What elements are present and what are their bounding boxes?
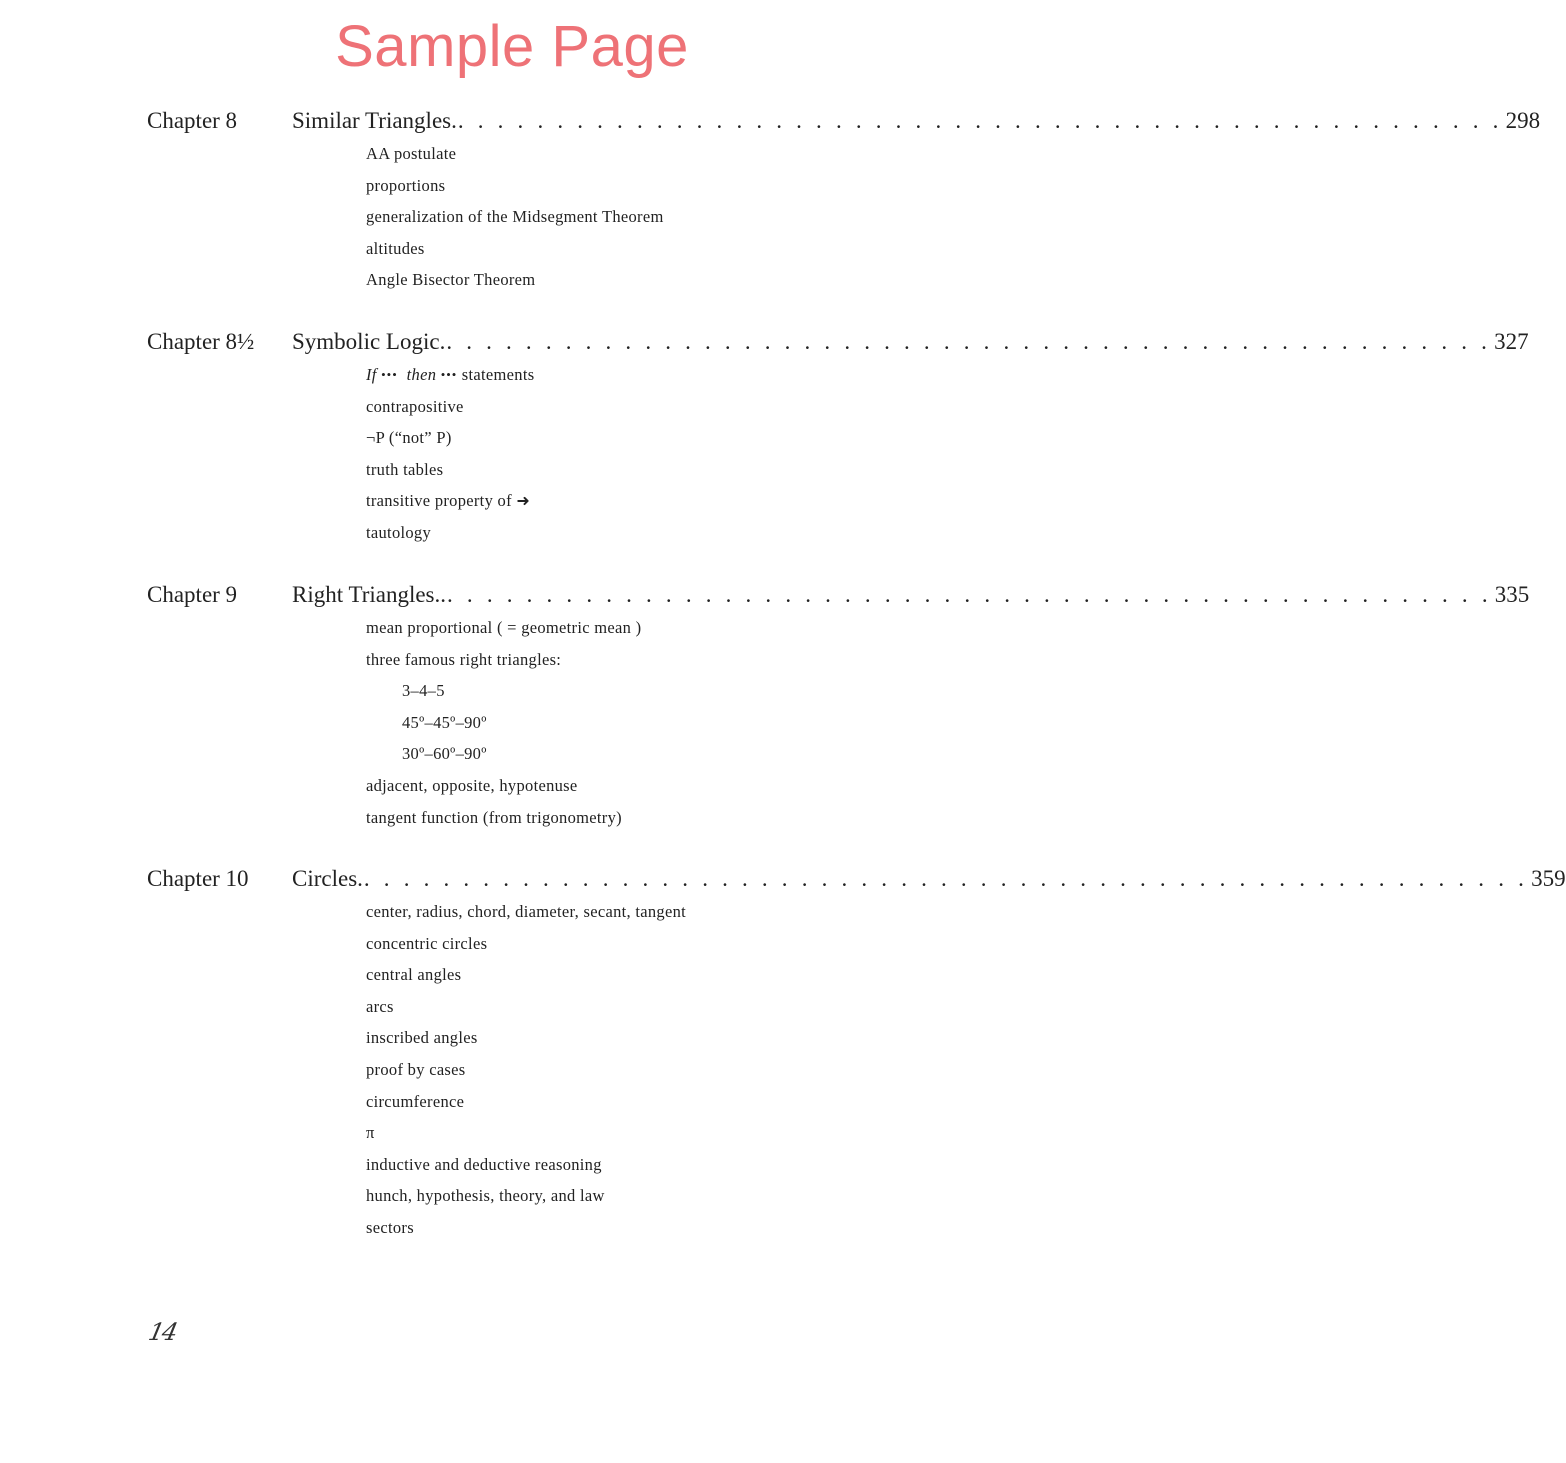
chapter-page-number: 335 [1494,582,1530,607]
chapter-title-line [292,866,1566,892]
sample-page-watermark: Sample Page [335,14,689,79]
dot-leader: . . . . . . . . . . . . . . . . . . . . . . . . . . . . . . . . . . . . . . . . . . . . . . . . . . . . . . . . . . . [363,866,1529,891]
chapter-title-line [292,582,1530,608]
topic-list [366,138,664,296]
chapter-title: Right Triangles.. [292,582,447,607]
dot-leader: . . . . . . . . . . . . . . . . . . . . . . . . . . . . . . . . . . . . . . . . . . . . . . . . . . . . . [447,582,1492,607]
topic-item: altitudes [366,238,425,258]
topic-item: arcs [366,996,394,1016]
chapter-title: Similar Triangles. [292,108,457,133]
then-word: then [406,365,437,384]
topic-item: mean proportional ( = geometric mean ) [366,618,642,637]
chapter-title: Circles. [292,866,363,891]
transitive-text: transitive property of [366,491,512,511]
chapter-number: Chapter 8½ [147,329,255,354]
topic-item [366,485,534,517]
chapter-title: Symbolic Logic. [292,329,446,354]
topic-item: adjacent, opposite, hypotenuse [366,775,578,795]
chapter-page-number: 359 [1531,866,1566,891]
dot-leader: . . . . . . . . . . . . . . . . . . . . . . . . . . . . . . . . . . . . . . . . . . . . . . . . . . . . . [446,329,1492,354]
topic-item: hunch, hypothesis, theory, and law [366,1186,605,1206]
chapter-number: Chapter 9 [147,582,238,607]
topic-item: contrapositive [366,396,464,416]
topic-item: tangent function (from trigonometry) [366,807,622,827]
topic-item: truth tables [366,459,444,479]
statements-word: statements [461,365,535,384]
chapter-heading [0,329,1529,361]
right-arrow-icon: ➜ [516,491,531,511]
chapter-number: Chapter 8 [147,108,238,133]
topic-item: three famous right triangles: [366,649,562,669]
topic-list [366,359,534,549]
chapter-heading [0,582,1530,614]
topic-item: sectors [366,1217,414,1237]
subtopic-item: 3–4–5 [402,681,445,701]
chapter-page-number: 298 [1505,108,1541,133]
topic-item: proof by cases [366,1059,466,1079]
topic-item: inscribed angles [366,1028,478,1048]
topic-list [366,612,641,833]
topic-item: tautology [366,522,432,542]
topic-item: center, radius, chord, diameter, secant, tangent [366,902,687,921]
subtopic-item: 30º–60º–90º [402,744,487,764]
ellipsis-dots: ••• [440,367,458,382]
topic-item: Angle Bisector Theorem [366,270,536,290]
topic-item: π [366,1123,375,1143]
topic-item: circumference [366,1091,465,1111]
if-word: If [366,365,377,384]
ellipsis-dots: ••• [381,367,398,382]
topic-item: ¬P (“not” P) [366,428,452,448]
chapter-title-line [292,329,1529,355]
page-number: 14 [146,1318,179,1346]
topic-item: central angles [366,965,462,985]
chapter-heading [0,108,1541,140]
topic-item: generalization of the Midsegment Theorem [366,207,664,227]
topic-list [366,896,686,1244]
chapter-heading [0,866,1566,898]
subtopic-item: 45º–45º–90º [402,712,487,732]
topic-item: proportions [366,175,446,195]
topic-item [366,359,534,391]
dot-leader: . . . . . . . . . . . . . . . . . . . . . . . . . . . . . . . . . . . . . . . . . . . . . . . . . . . . . [457,108,1503,133]
chapter-page-number: 327 [1494,329,1529,354]
chapter-title-line [292,108,1541,134]
chapter-number: Chapter 10 [147,866,249,891]
topic-item: inductive and deductive reasoning [366,1154,602,1174]
topic-item: concentric circles [366,933,488,953]
topic-item: AA postulate [366,144,457,163]
